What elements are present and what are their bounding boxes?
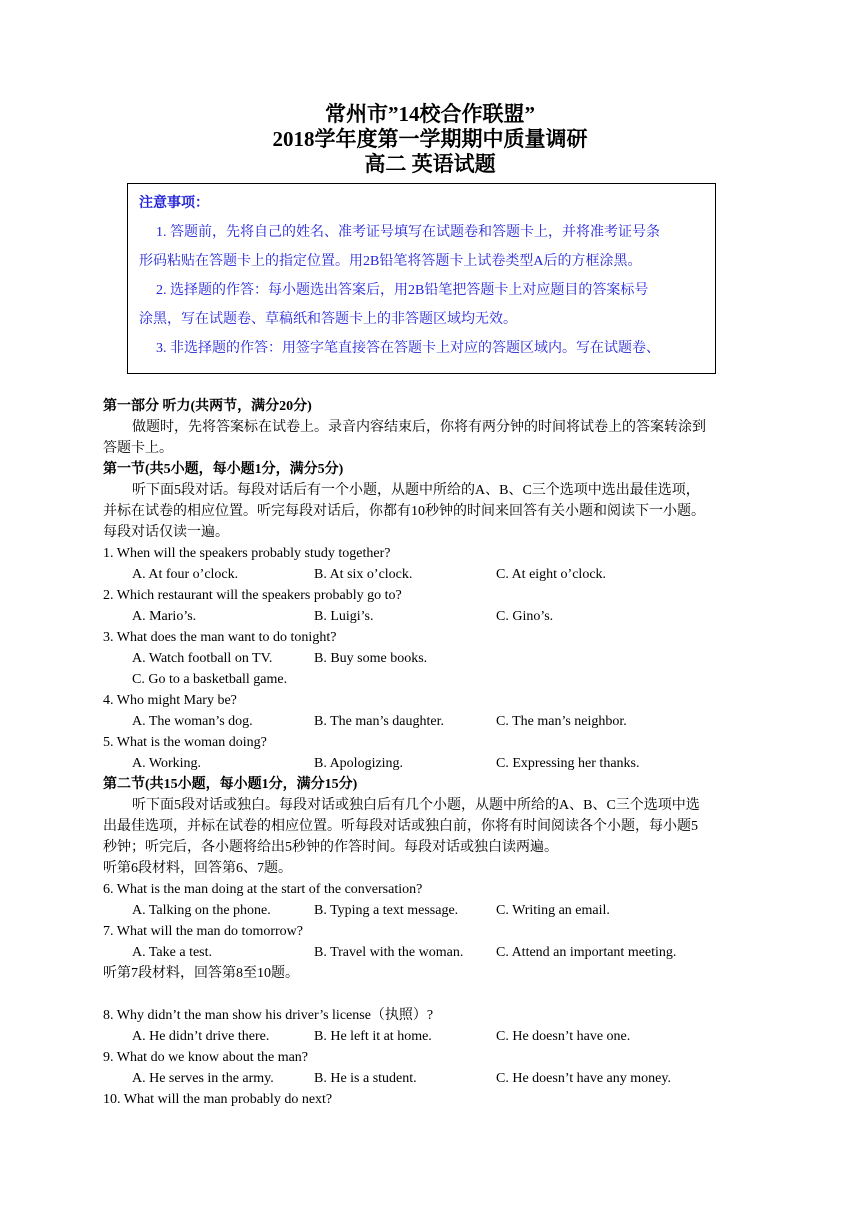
question-text: 6. What is the man doing at the start of the conversation?: [103, 882, 423, 897]
option-b: B. He left it at home.: [314, 1029, 432, 1044]
question-text: 3. What does the man want to do tonight?: [103, 630, 337, 645]
notice-line: 形码粘贴在答题卡上的指定位置。用2B铅笔将答题卡上试卷类型A后的方框涂黑。: [139, 254, 642, 269]
option-b: B. Luigi’s.: [314, 609, 374, 624]
option-b: B. He is a student.: [314, 1071, 417, 1086]
question-text: 4. Who might Mary be?: [103, 693, 237, 708]
option-a: A. Talking on the phone.: [132, 903, 271, 918]
notice-heading: 注意事项：: [139, 196, 209, 211]
option-b: B. At six o’clock.: [314, 567, 413, 582]
option-c: C. At eight o’clock.: [496, 567, 607, 582]
option-a: A. Take a test.: [132, 945, 213, 960]
part1-intro: 做题时，先将答案标在试卷上。录音内容结束后，你将有两分钟的时间将试卷上的答案转涂到: [132, 420, 706, 435]
question-text: 10. What will the man probably do next?: [103, 1092, 333, 1107]
option-a: A. He didn’t drive there.: [132, 1029, 270, 1044]
exam-header-line3: 高二 英语试题: [364, 152, 496, 176]
option-b: B. Typing a text message.: [314, 903, 459, 918]
option-a: A. Mario’s.: [132, 609, 197, 624]
notice-line: 涂黑，写在试题卷、草稿纸和答题卡上的非答题区域均无效。: [139, 312, 517, 327]
exam-header-line2: 2018学年度第一学期期中质量调研: [272, 127, 588, 151]
option-a: A. Watch football on TV.: [132, 651, 273, 666]
option-c: C. He doesn’t have one.: [496, 1029, 631, 1044]
question-text: 1. When will the speakers probably study together?: [103, 546, 391, 561]
question-text: 9. What do we know about the man?: [103, 1050, 309, 1065]
section2-heading: 第二节(共15小题，每小题1分，满分15分): [103, 777, 358, 792]
section1-intro: 并标在试卷的相应位置。听完每段对话后，你都有10秒钟的时间来回答有关小题和阅读下一小题。: [103, 504, 705, 519]
option-c: C. The man’s neighbor.: [496, 714, 627, 729]
option-c: C. Expressing her thanks.: [496, 756, 640, 771]
option-c: C. He doesn’t have any money.: [496, 1071, 671, 1086]
option-a: A. The woman’s dog.: [132, 714, 253, 729]
notice-box: [127, 183, 716, 374]
section1-intro: 每段对话仅读一遍。: [103, 525, 229, 540]
question-text: 2. Which restaurant will the speakers probably go to?: [103, 588, 402, 603]
option-c: C. Gino’s.: [496, 609, 554, 624]
notice-line: 3. 非选择题的作答：用签字笔直接答在答题卡上对应的答题区域内。写在试题卷、: [156, 341, 660, 356]
option-b: B. Buy some books.: [314, 651, 428, 666]
option-c: C. Go to a basketball game.: [132, 672, 288, 687]
material-note: 听第7段材料，回答第8至10题。: [103, 966, 299, 981]
option-c: C. Attend an important meeting.: [496, 945, 677, 960]
section1-intro: 听下面5段对话。每段对话后有一个小题，从题中所给的A、B、C三个选项中选出最佳选项，: [132, 483, 700, 498]
question-text: 5. What is the woman doing?: [103, 735, 267, 750]
exam-header-line1: 常州市”14校合作联盟”: [325, 102, 535, 126]
section2-intro: 秒钟；听完后，各小题将给出5秒钟的作答时间。每段对话或独白读两遍。: [103, 840, 558, 855]
option-b: B. Apologizing.: [314, 756, 404, 771]
section2-intro: 出最佳选项，并标在试卷的相应位置。听每段对话或独白前，你将有时间阅读各个小题，每小题5: [103, 819, 698, 834]
question-text: 7. What will the man do tomorrow?: [103, 924, 303, 939]
option-a: A. At four o’clock.: [132, 567, 239, 582]
part1-heading: 第一部分 听力(共两节，满分20分): [103, 399, 312, 414]
question-text: 8. Why didn’t the man show his driver’s license（执照）?: [103, 1008, 434, 1023]
part1-intro: 答题卡上。: [103, 441, 173, 456]
section2-intro: 听下面5段对话或独白。每段对话或独白后有几个小题，从题中所给的A、B、C三个选项中选: [132, 798, 700, 813]
material-note: 听第6段材料，回答第6、7题。: [103, 861, 292, 876]
option-a: A. He serves in the army.: [132, 1071, 274, 1086]
section1-heading: 第一节(共5小题，每小题1分，满分5分): [103, 462, 344, 477]
notice-line: 2. 选择题的作答：每小题选出答案后，用2B铅笔把答题卡上对应题目的答案标号: [156, 283, 649, 298]
option-a: A. Working.: [132, 756, 202, 771]
option-b: B. Travel with the woman.: [314, 945, 464, 960]
option-c: C. Writing an email.: [496, 903, 610, 918]
option-b: B. The man’s daughter.: [314, 714, 444, 729]
notice-line: 1. 答题前，先将自己的姓名、准考证号填写在试题卷和答题卡上，并将准考证号条: [156, 225, 660, 240]
